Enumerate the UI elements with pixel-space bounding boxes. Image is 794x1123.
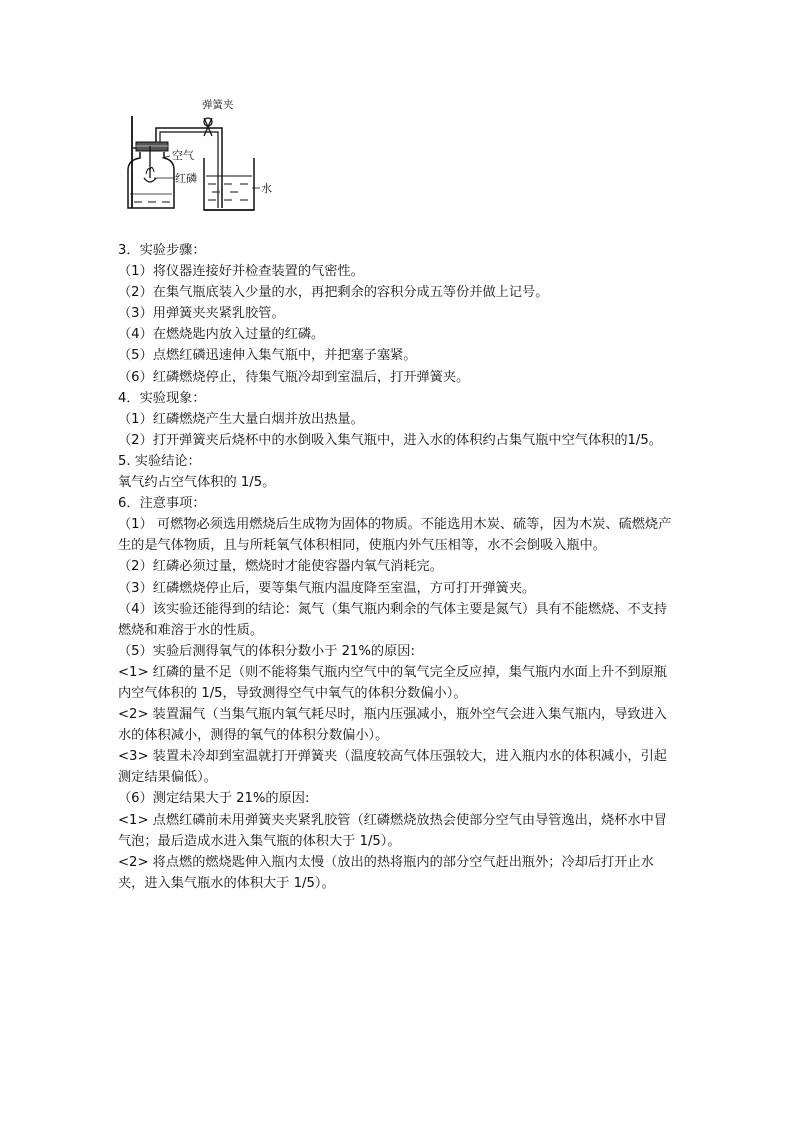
document-body — [118, 240, 678, 894]
text-line: （3）红磷燃烧停止后，要等集气瓶内温度降至室温，方可打开弹簧夹。 — [118, 580, 536, 596]
text-line: <1> 点燃红磷前未用弹簧夹夹紧乳胶管（红磷燃烧放热会使部分空气由导管逸出，烧杯水中冒气泡；最后造成水进入集气瓶的体积大于 1/5）。 — [118, 812, 667, 849]
text-line: （1） 可燃物必须选用燃烧后生成物为固体的物质。不能选用木炭、硫等，因为木炭、硫燃烧产生的是气体物质，且与所耗氧气体积相同，使瓶内外气压相等，水不会倒吸入瓶中。 — [118, 517, 672, 554]
text-line: （2）红磷必须过量，燃烧时才能使容器内氧气消耗完。 — [118, 559, 443, 575]
text-line: （5）点燃红磷迅速伸入集气瓶中，并把塞子塞紧。 — [118, 348, 417, 364]
label-phosphorus: 红磷 — [175, 172, 197, 185]
text-line: （4）该实验还能得到的结论：氮气（集气瓶内剩余的气体主要是氮气）具有不能燃烧、不支持燃烧和难溶于水的性质。 — [118, 601, 668, 638]
text-line: <2> 将点燃的燃烧匙伸入瓶内太慢（放出的热将瓶内的部分空气赶出瓶外；冷却后打开止水夹，进入集气瓶水的体积大于 1/5）。 — [118, 854, 654, 891]
label-air: 空气 — [172, 149, 194, 162]
label-clamp: 弹簧夹 — [202, 99, 234, 111]
section-heading: 4．实验现象： — [118, 390, 206, 406]
text-line: （6）红磷燃烧停止，待集气瓶冷却到室温后，打开弹簧夹。 — [118, 369, 470, 385]
section-heading: 6．注意事项： — [118, 496, 206, 512]
text-line: <2> 装置漏气（当集气瓶内氧气耗尽时，瓶内压强减小，瓶外空气会进入集气瓶内，导致进入水的体积减小，测得的氧气的体积分数偏小）。 — [118, 707, 667, 744]
text-line: （6）测定结果大于 21%的原因: — [118, 791, 310, 807]
text-line: <3> 装置未冷却到室温就打开弹簧夹（温度较高气体压强较大，进入瓶内水的体积减小，引起测定结果偏低）。 — [118, 749, 667, 786]
apparatus-diagram — [118, 96, 288, 214]
text-line: （2）在集气瓶底装入少量的水，再把剩余的容积分成五等份并做上记号。 — [118, 285, 549, 301]
label-water: 水 — [261, 182, 272, 195]
text-line: <1> 红磷的量不足（则不能将集气瓶内空气中的氧气完全反应掉，集气瓶内水面上升不到原瓶内空气体积的 1/5，导致测得空气中氧气的体积分数偏小）。 — [118, 664, 667, 701]
text-line: （3）用弹簧夹夹紧乳胶管。 — [118, 306, 285, 322]
section-heading: 5. 实验结论： — [118, 453, 201, 469]
text-line: （1）将仪器连接好并检查装置的气密性。 — [118, 264, 364, 280]
text-line: （4）在燃烧匙内放入过量的红磷。 — [118, 327, 325, 343]
text-line: 氧气约占空气体积的 1/5。 — [118, 475, 276, 491]
apparatus-figure — [118, 96, 288, 214]
text-line: （1）红磷燃烧产生大量白烟并放出热量。 — [118, 411, 364, 427]
text-line: （2）打开弹簧夹后烧杯中的水倒吸入集气瓶中，进入水的体积约占集气瓶中空气体积的1/5。 — [118, 432, 662, 448]
section-heading: 3．实验步骤： — [118, 243, 206, 258]
text-line: （5）实验后测得氧气的体积分数小于 21%的原因: — [118, 643, 415, 659]
